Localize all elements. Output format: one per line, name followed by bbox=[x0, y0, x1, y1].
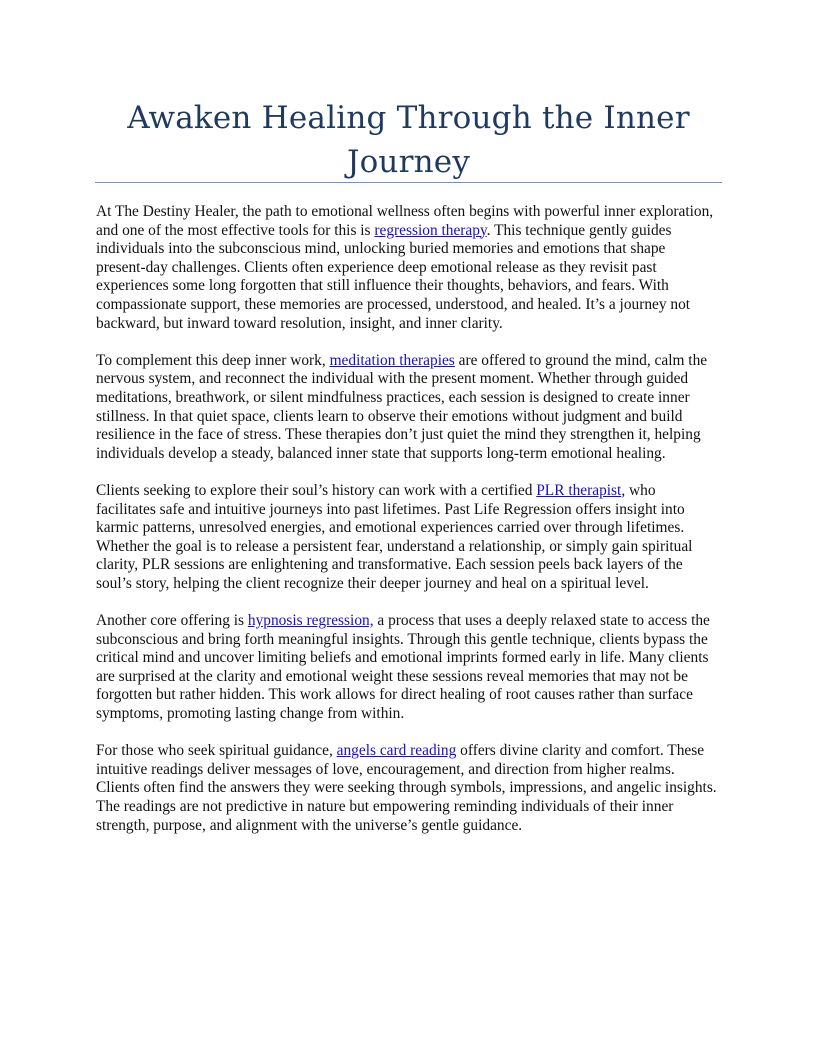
paragraph-text: . This technique gently guides individuals into the subconscious mind, unlocking buried memories and emotions that shape present-day challenges. Clients often experience deep emotional release as they revisit past experiences some long forgotten that still influence their thoughts, behaviors, and fears. With compassionate support, these memories are processed, understood, and healed. It’s a journey not backward, but inward toward resolution, insight, and inner clarity. bbox=[96, 221, 691, 332]
regression-therapy-link[interactable]: regression therapy bbox=[374, 221, 487, 239]
page-title-line-1: Awaken Healing Through the Inner bbox=[127, 100, 690, 136]
angels-card-reading-link[interactable]: angels card reading bbox=[336, 742, 457, 760]
paragraph-text: , who facilitates safe and intuitive journeys into past lifetimes. Past Life Regression offers insight into karmic patterns, unresolved energies, and emotional experiences carried over through lifetimes. Whether the goal is to release a persistent fear, understand a relationship, or simply gain spiritual clarity, PLR sessions are enlightening and transformative. Each session peels back layers of the soul’s story, helping the client recognize their deeper journey and heal on a spiritual level. bbox=[96, 481, 693, 592]
paragraph-text: Clients seeking to explore their soul’s history can work with a certified bbox=[96, 481, 537, 499]
paragraph-text: offers divine clarity and comfort. These intuitive readings deliver messages of love, encouragement, and direction from higher realms. Clients often find the answers they were seeking through symbols, impressions, and angelic insights. The readings are not predictive in nature but empowering reminding individuals of their inner strength, purpose, and alignment with the universe’s gentle guidance. bbox=[96, 742, 717, 834]
paragraph-text: To complement this deep inner work, bbox=[96, 351, 330, 369]
paragraph-hypnosis-regression bbox=[96, 612, 718, 724]
plr-therapist-link[interactable]: PLR therapist bbox=[536, 481, 622, 499]
title-block bbox=[95, 96, 722, 184]
paragraph-text: are offered to ground the mind, calm the nervous system, and reconnect the individual with the present moment. Whether through guided meditations, breathwork, or silent mindfulness practices, each session is designed to create inner stillness. In that quiet space, clients learn to observe their emotions without judgment and build resilience in the face of stress. These therapies don’t just quiet the mind they strengthen it, helping individuals develop a steady, balanced inner state that supports long-term emotional healing. bbox=[96, 351, 708, 462]
document-body bbox=[96, 203, 718, 854]
page-title bbox=[95, 96, 722, 184]
paragraph-plr-therapist bbox=[96, 482, 718, 594]
paragraph-meditation-therapies bbox=[96, 352, 718, 464]
page-title-line-2: Journey bbox=[346, 144, 471, 180]
paragraph-regression-therapy bbox=[96, 203, 718, 333]
meditation-therapies-link[interactable]: meditation therapies bbox=[329, 351, 455, 369]
paragraph-text: For those who seek spiritual guidance, bbox=[96, 742, 337, 760]
title-divider bbox=[95, 182, 722, 183]
paragraph-text: Another core offering is bbox=[96, 612, 248, 630]
paragraph-angels-card-reading bbox=[96, 742, 718, 835]
paragraph-text: a process that uses a deeply relaxed state to access the subconscious and bring forth meaningful insights. Through this gentle technique, clients bypass the critical mind and uncover limiting beliefs and emotional imprints formed early in life. Many clients are surprised at the clarity and emotional weight these sessions reveal memories that may not be forgotten but rather hidden. This work allows for direct healing of root causes rather than surface symptoms, promoting lasting change from within. bbox=[96, 612, 710, 723]
paragraph-text: At The Destiny Healer, the path to emotional wellness often begins with powerful inner exploration, and one of the most effective tools for this is bbox=[96, 203, 714, 239]
hypnosis-regression-link[interactable]: hypnosis regression, bbox=[247, 612, 374, 630]
